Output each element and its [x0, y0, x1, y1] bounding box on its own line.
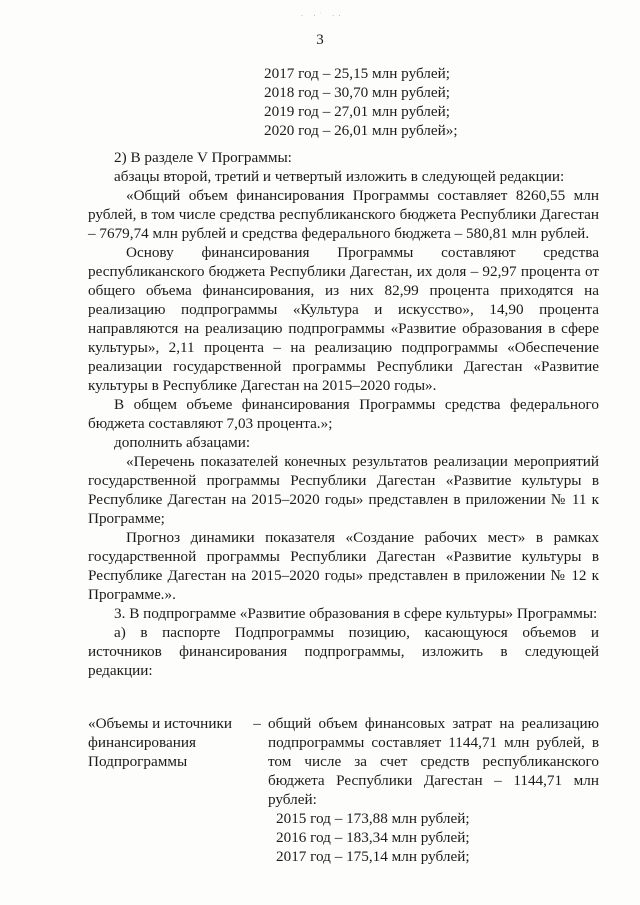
paragraph: «Общий объем финансирования Программы составляет 8260,55 млн рублей, в том числе средства республиканского бюджета Республики Дагестан – 7679,74 млн рублей и средства федерального бюджета – 580,81 млн рублей.: [88, 187, 599, 242]
page-number: 3: [316, 32, 324, 48]
paragraph: а) в паспорте Подпрограммы позицию, касающуюся объемов и источников финансирования подпрограммы, изложить в следующей редакции:: [88, 624, 599, 679]
section-heading: 2) В разделе V Программы:: [114, 149, 292, 166]
paragraph: дополнить абзацами:: [114, 434, 251, 451]
passport-years-list: [276, 809, 599, 866]
passport-dash: –: [253, 715, 261, 732]
document-body: [88, 64, 599, 866]
funding-year-line: 2020 год – 26,01 млн рублей»;: [264, 122, 458, 139]
paragraph: Прогноз динамики показателя «Создание рабочих мест» в рамках государственной программы Республики Дагестан «Развитие культуры в Республике Дагестан на 2015–2020 годы» представлен в приложении № 12 к Программе.».: [88, 529, 599, 603]
passport-year-line: 2017 год – 175,14 млн рублей;: [276, 848, 470, 865]
funding-year-line: 2018 год – 30,70 млн рублей;: [264, 84, 450, 101]
paragraph: «Перечень показателей конечных результатов реализации мероприятий государственной программы Республики Дагестан «Развитие культуры в Республике Дагестан на 2015–2020 годы» представлен в приложении № 11 к Программе;: [88, 453, 599, 527]
passport-label: «Объемы и источники финансирования Подпрограммы: [88, 715, 232, 770]
passport-year-line: 2016 год – 183,34 млн рублей;: [276, 829, 470, 846]
section-heading: 3. В подпрограмме «Развитие образования в сфере культуры» Программы:: [114, 605, 598, 622]
funding-years-list: [264, 64, 599, 140]
scan-artifact: · ·˙ ··: [300, 12, 344, 20]
funding-year-line: 2017 год – 25,15 млн рублей;: [264, 65, 450, 82]
paragraph: В общем объеме финансирования Программы средства федерального бюджета составляют 7,03 процента.»;: [88, 396, 599, 432]
passport-funding-table: [88, 714, 599, 866]
paragraph: Основу финансирования Программы составляют средства республиканского бюджета Республики Дагестан, их доля – 92,97 процента от общего объема финансирования, из них 82,99 процента приходятся на реализацию подпрограммы «Культура и искусство», 14,90 процента направляются на реализацию подпрограммы «Развитие образования в сфере культуры», 2,11 процента – на реализацию подпрограммы «Обеспечение реализации государственной программы Республики Дагестан «Развитие культуры в Республике Дагестан на 2015–2020 годы».: [88, 244, 599, 394]
passport-value: [268, 714, 599, 866]
passport-year-line: 2015 год – 173,88 млн рублей;: [276, 810, 470, 827]
paragraph: абзацы второй, третий и четвертый изложить в следующей редакции:: [114, 168, 565, 185]
passport-value-text: общий объем финансовых затрат на реализацию подпрограммы составляет 1144,71 млн рублей, в том числе за счет средств республиканского бюджета Республики Дагестан – 1144,71 млн рублей:: [268, 715, 599, 808]
funding-year-line: 2019 год – 27,01 млн рублей;: [264, 103, 450, 120]
